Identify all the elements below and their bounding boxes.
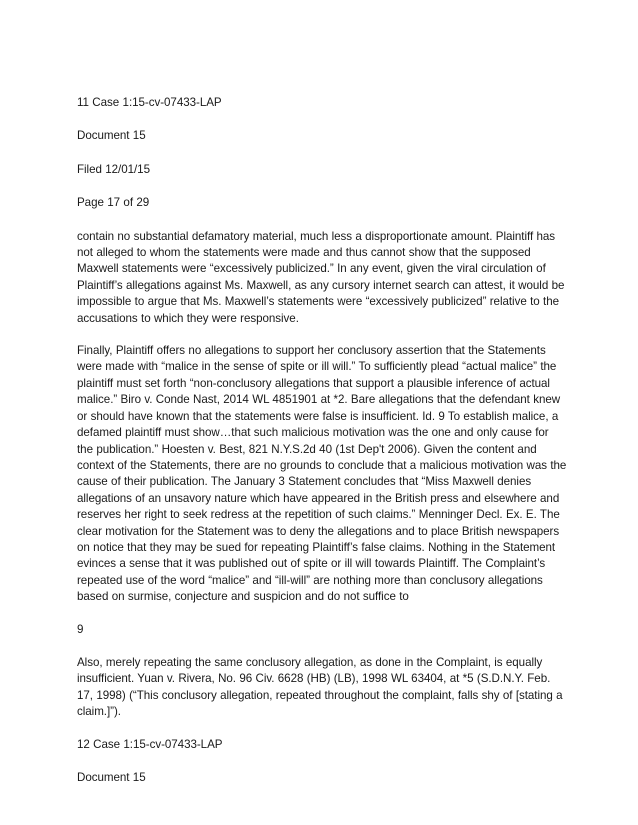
body-paragraph-1: contain no substantial defamatory material, much less a disproportionate amount. Plaintiff has not alleged to whom the statements were made and thus cannot show that the supposed Maxwell statements were “excessively publicized.” In any event, given the viral circulation of Plaintiff’s allegations against Ms. Maxwell, as any cursory internet search can attest, it would be impossible to argue that Ms. Maxwell’s statements were “excessively publicized” relative to the accusations to which they were responsive.: [77, 229, 565, 325]
document-number-line: Document 15: [77, 129, 146, 143]
filed-date-line: Filed 12/01/15: [77, 162, 150, 176]
document-page: [77, 95, 567, 803]
footnote-paragraph: Also, merely repeating the same conclusory allegation, as done in the Complaint, is equally insufficient. Yuan v. Rivera, No. 96 Civ. 6628 (HB) (LB), 1998 WL 63404, at *5 (S.D.N.Y. Feb. 17, 1998) (“This conclusory allegation, repeated throughout the complaint, falls shy of [stating a claim.]”).: [77, 655, 563, 719]
footnote-number: 9: [77, 622, 84, 636]
case-header-line: 11 Case 1:15-cv-07433-LAP: [77, 96, 222, 109]
body-paragraph-2: Finally, Plaintiff offers no allegations to support her conclusory assertion that the Statements were made with “malice in the sense of spite or ill will.” To sufficiently plead “actual malice” the plaintiff must set forth “non-conclusory allegations that support a plausible inference of actual malice.” Biro v. Conde Nast, 2014 WL 4851901 at *2. Bare allegations that the defendant knew or should have known that the statements were false is insufficient. Id. 9 To establish malice, a defamed plaintiff must show…that such malicious motivation was the one and only cause for the publication.” Hoesten v. Best, 821 N.Y.S.2d 40 (1st Dep't 2006). Given the content and context of the Statements, there are no grounds to conclude that a malicious motivation was the cause of their publication. The January 3 Statement concludes that “Miss Maxwell denies allegations of an unsavory nature which have appeared in the British press and elsewhere and reserves her right to seek redress at the repetition of such claims.” Menninger Decl. Ex. E. The clear motivation for the Statement was to deny the allegations and to place British newspapers on notice that they may be sued for repeating Plaintiff’s false claims. Nothing in the Statement evinces a sense that it was published out of spite or ill will towards Plaintiff. The Complaint’s repeated use of the word “malice” and “ill-will” are nothing more than conclusory allegations based on surmise, conjecture and suspicion and do not suffice to: [77, 344, 567, 604]
page-number-line: Page 17 of 29: [77, 196, 150, 210]
case-header-line-2: 12 Case 1:15-cv-07433-LAP: [77, 737, 223, 751]
document-number-line-2: Document 15: [77, 771, 146, 784]
